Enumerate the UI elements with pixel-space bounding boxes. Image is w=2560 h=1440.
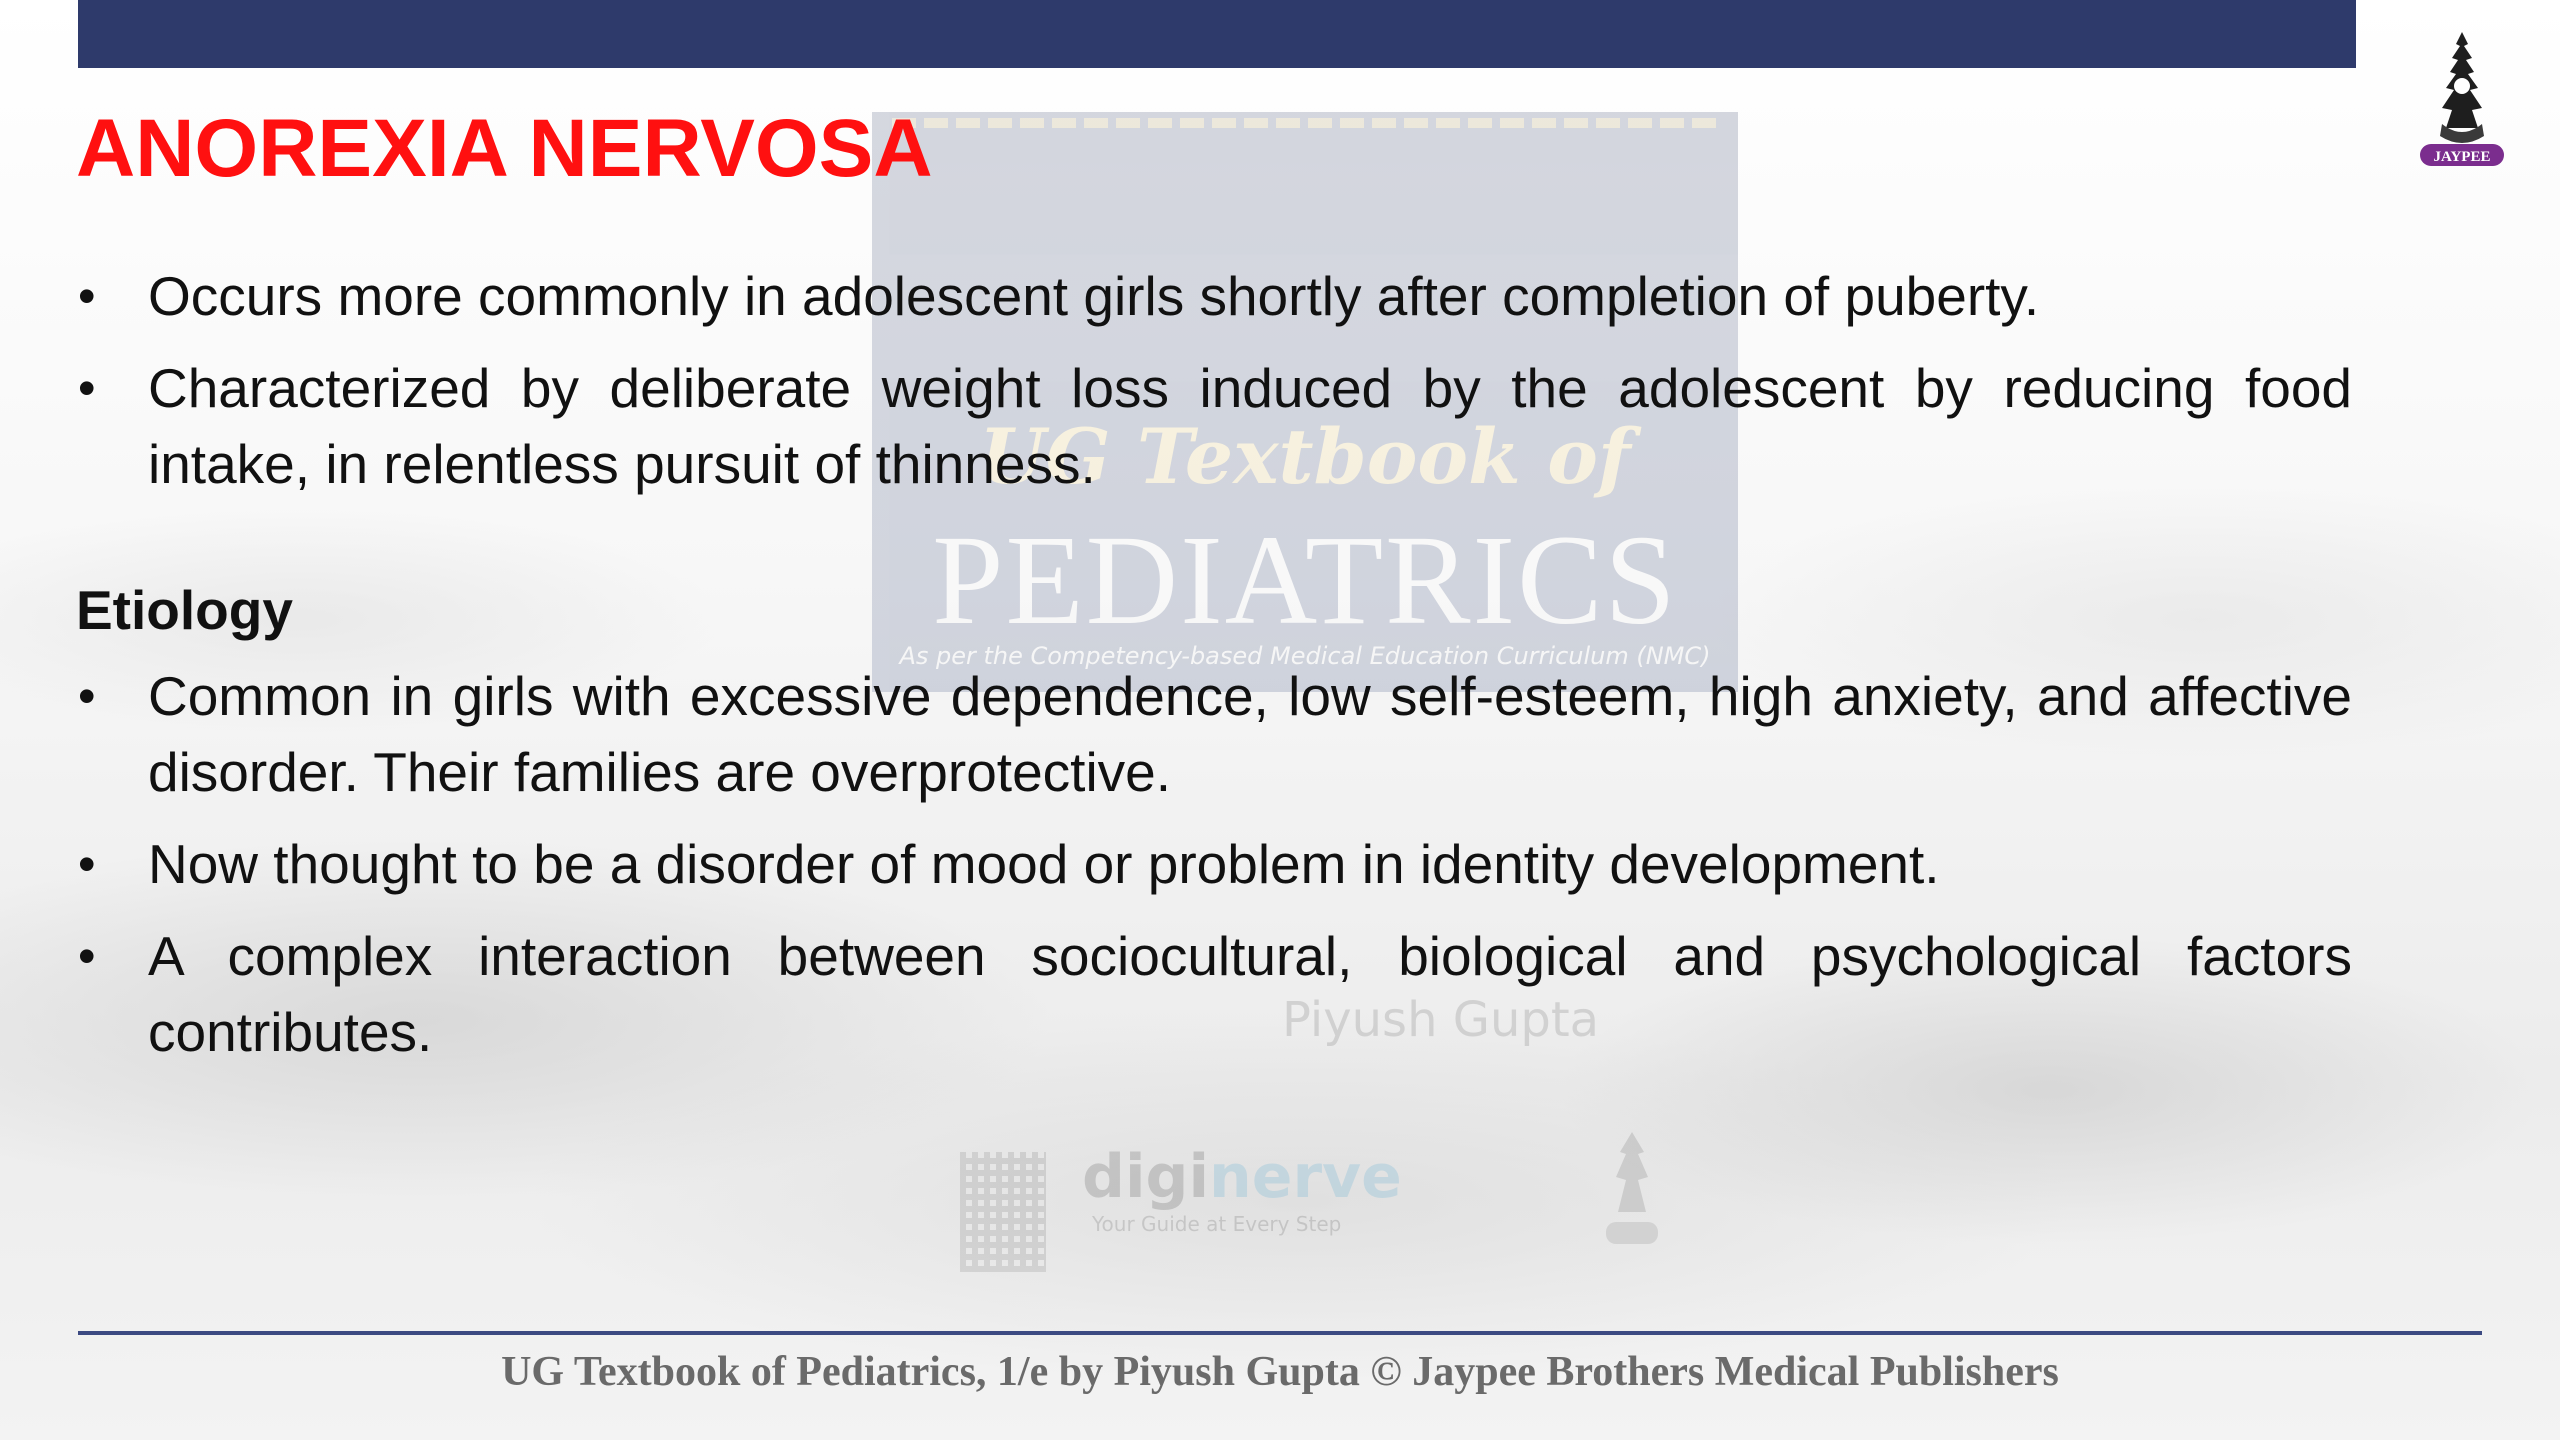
footer-copyright: UG Textbook of Pediatrics, 1/e by Piyush Gupta © Jaypee Brothers Medical Publishers [501,1349,2059,1395]
etiology-heading: Etiology [76,579,293,641]
watermark-title-line2: PEDIATRICS [932,509,1678,651]
bullet-text: Now thought to be a disorder of mood or problem in identity development. [148,833,1940,895]
bullet-text: Characterized by deliberate weight loss induced by the adolescent by reducing food intake, in relentless pursuit of thinness. [148,357,2352,495]
bullet-icon: • [78,668,96,724]
bullet-icon: • [78,360,96,416]
top-bar [78,0,2356,68]
bullet-icon: • [78,928,96,984]
watermark-author: Piyush Gupta [1282,992,1600,1048]
watermark-brand [1082,1142,1402,1212]
list-item [76,258,2352,334]
intro-bullet-list [76,258,2352,502]
watermark-subtitle: As per the Competency-based Medical Education Curriculum (NMC) [899,642,1711,670]
jaypee-logo-icon [2412,28,2512,178]
list-item [76,918,2352,1070]
bullet-icon: • [78,268,96,324]
logo-label: JAYPEE [2433,149,2491,165]
qr-code-icon [960,1152,1046,1272]
bullet-text: A complex interaction between sociocultural, biological and psychological factors contributes. [148,925,2352,1063]
watermark-title-line1: UG Textbook of [979,412,1631,501]
bullet-text: Common in girls with excessive dependence, low self-esteem, high anxiety, and affective disorder. Their families are overprotective. [148,665,2352,803]
list-item [76,826,2352,902]
slide-content [76,258,2352,1086]
list-item [76,350,2352,502]
watermark-top-text-line [892,118,1722,128]
list-item [76,658,2352,810]
footer-divider [78,1331,2482,1335]
watermark-brand-prefix: digi [1082,1142,1210,1212]
watermark-brand-suffix: nerve [1209,1142,1402,1212]
watermark-tagline: Your Guide at Every Step [1092,1212,1342,1236]
bullet-text: Occurs more commonly in adolescent girls shortly after completion of puberty. [148,265,2040,327]
etiology-bullet-list [76,658,2352,1070]
watermark-mascot-icon [1592,1122,1672,1262]
bullet-icon: • [78,836,96,892]
page-title: ANOREXIA NERVOSA [76,103,933,194]
